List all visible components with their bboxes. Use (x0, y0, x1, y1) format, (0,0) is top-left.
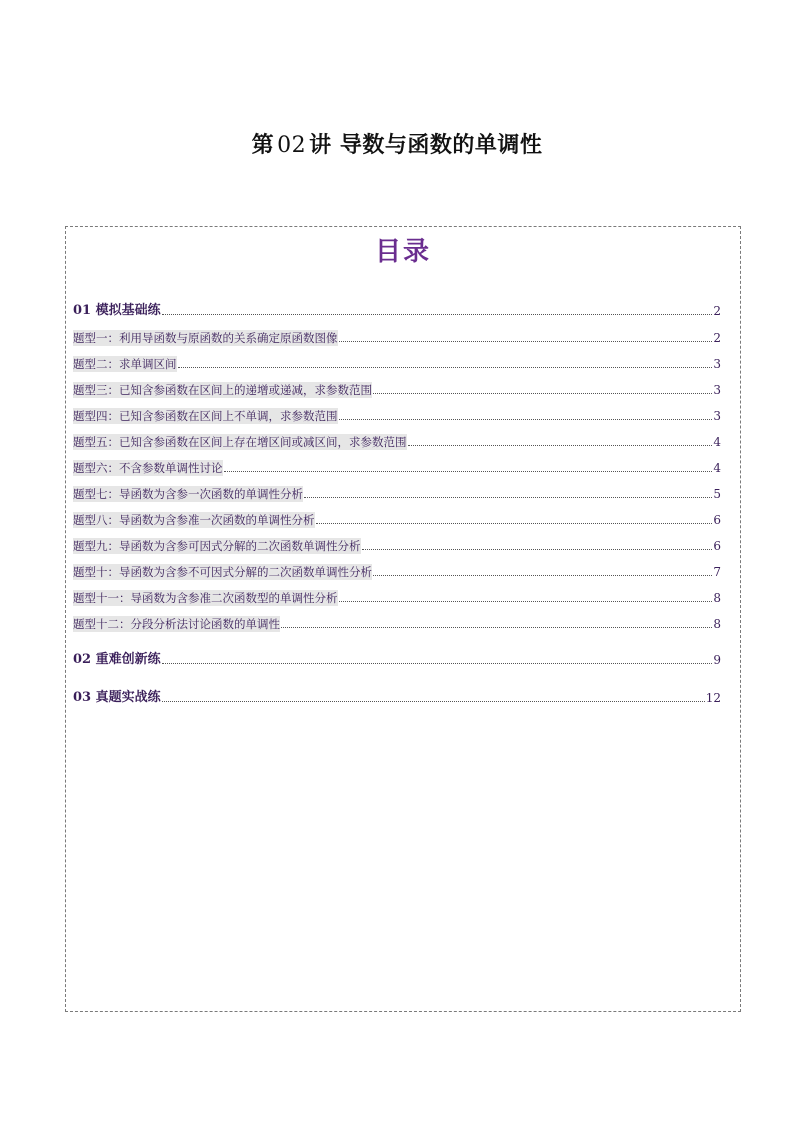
title-suffix: 讲 导数与函数的单调性 (309, 133, 543, 158)
dot-leader (373, 574, 712, 576)
toc-entry-type-9[interactable] (73, 538, 721, 554)
dot-leader (316, 522, 713, 524)
toc-entry-type-3[interactable] (73, 382, 721, 398)
toc-entry-page: 2 (713, 331, 721, 345)
toc-entry-page: 3 (713, 357, 721, 371)
toc-entry-page: 8 (713, 591, 721, 605)
title-number: 02 (277, 133, 307, 158)
toc-entry-page: 8 (713, 617, 721, 631)
toc-entry-page: 3 (713, 409, 721, 423)
toc-entry-type-5[interactable] (73, 434, 721, 450)
toc-entry-type-10[interactable] (73, 564, 721, 580)
toc-entry-label: 03 真题实战练 (73, 690, 161, 705)
title-prefix: 第 (251, 133, 275, 158)
toc-entry-page: 4 (713, 461, 721, 475)
toc-entry-label: 01 模拟基础练 (73, 303, 161, 318)
toc-entry-type-2[interactable] (73, 356, 721, 372)
toc-entry-label: 题型五：已知含参函数在区间上存在增区间或减区间，求参数范围 (73, 435, 407, 449)
toc-entry-label: 题型九：导函数为含参可因式分解的二次函数单调性分析 (73, 539, 361, 553)
page-title (0, 128, 794, 159)
toc-entry-type-4[interactable] (73, 408, 721, 424)
toc-entry-type-6[interactable] (73, 460, 721, 476)
toc-entry-page: 9 (713, 653, 721, 667)
toc-entry-type-12[interactable] (73, 616, 721, 632)
toc-entry-label: 题型四：已知含参函数在区间上不单调，求参数范围 (73, 409, 338, 423)
toc-entry-page: 3 (713, 383, 721, 397)
dot-leader (162, 700, 705, 702)
toc-entry-label: 题型八：导函数为含参准一次函数的单调性分析 (73, 513, 315, 527)
toc-entry-section-02[interactable] (73, 652, 721, 668)
toc-entry-type-11[interactable] (73, 590, 721, 606)
dot-leader (281, 626, 712, 628)
toc-entry-label: 题型十：导函数为含参不可因式分解的二次函数单调性分析 (73, 565, 372, 579)
dot-leader (339, 340, 713, 342)
dot-leader (162, 662, 713, 664)
toc-entry-page: 4 (713, 435, 721, 449)
toc-entry-label: 题型十一：导函数为含参准二次函数型的单调性分析 (73, 591, 338, 605)
toc-entry-label: 题型三：已知含参函数在区间上的递增或递减，求参数范围 (73, 383, 372, 397)
toc-heading: 目录 (374, 237, 431, 267)
dot-leader (373, 392, 712, 394)
table-of-contents (65, 226, 741, 1012)
dot-leader (162, 313, 713, 315)
dot-leader (408, 444, 713, 446)
toc-entry-label: 题型一：利用导函数与原函数的关系确定原函数图像 (73, 331, 338, 345)
toc-entry-page: 6 (713, 539, 721, 553)
dot-leader (224, 470, 713, 472)
toc-entry-type-8[interactable] (73, 512, 721, 528)
dot-leader (178, 366, 713, 368)
toc-entry-section-03[interactable] (73, 690, 721, 706)
dot-leader (304, 496, 712, 498)
toc-entry-type-1[interactable] (73, 330, 721, 346)
dot-leader (339, 418, 713, 420)
toc-entry-label: 02 重难创新练 (73, 652, 161, 667)
toc-entry-label: 题型七：导函数为含参一次函数的单调性分析 (73, 487, 303, 501)
toc-entry-page: 2 (713, 304, 721, 318)
dot-leader (339, 600, 713, 602)
toc-entry-section-01[interactable] (73, 303, 721, 319)
dot-leader (362, 548, 713, 550)
toc-entry-page: 6 (713, 513, 721, 527)
toc-entry-label: 题型六：不含参数单调性讨论 (73, 461, 223, 475)
toc-entry-type-7[interactable] (73, 486, 721, 502)
toc-entry-label: 题型十二：分段分析法讨论函数的单调性 (73, 617, 280, 631)
toc-entry-label: 题型二：求单调区间 (73, 357, 177, 371)
toc-entry-page: 7 (713, 565, 721, 579)
toc-entry-page: 5 (713, 487, 721, 501)
toc-entry-page: 12 (705, 691, 721, 705)
